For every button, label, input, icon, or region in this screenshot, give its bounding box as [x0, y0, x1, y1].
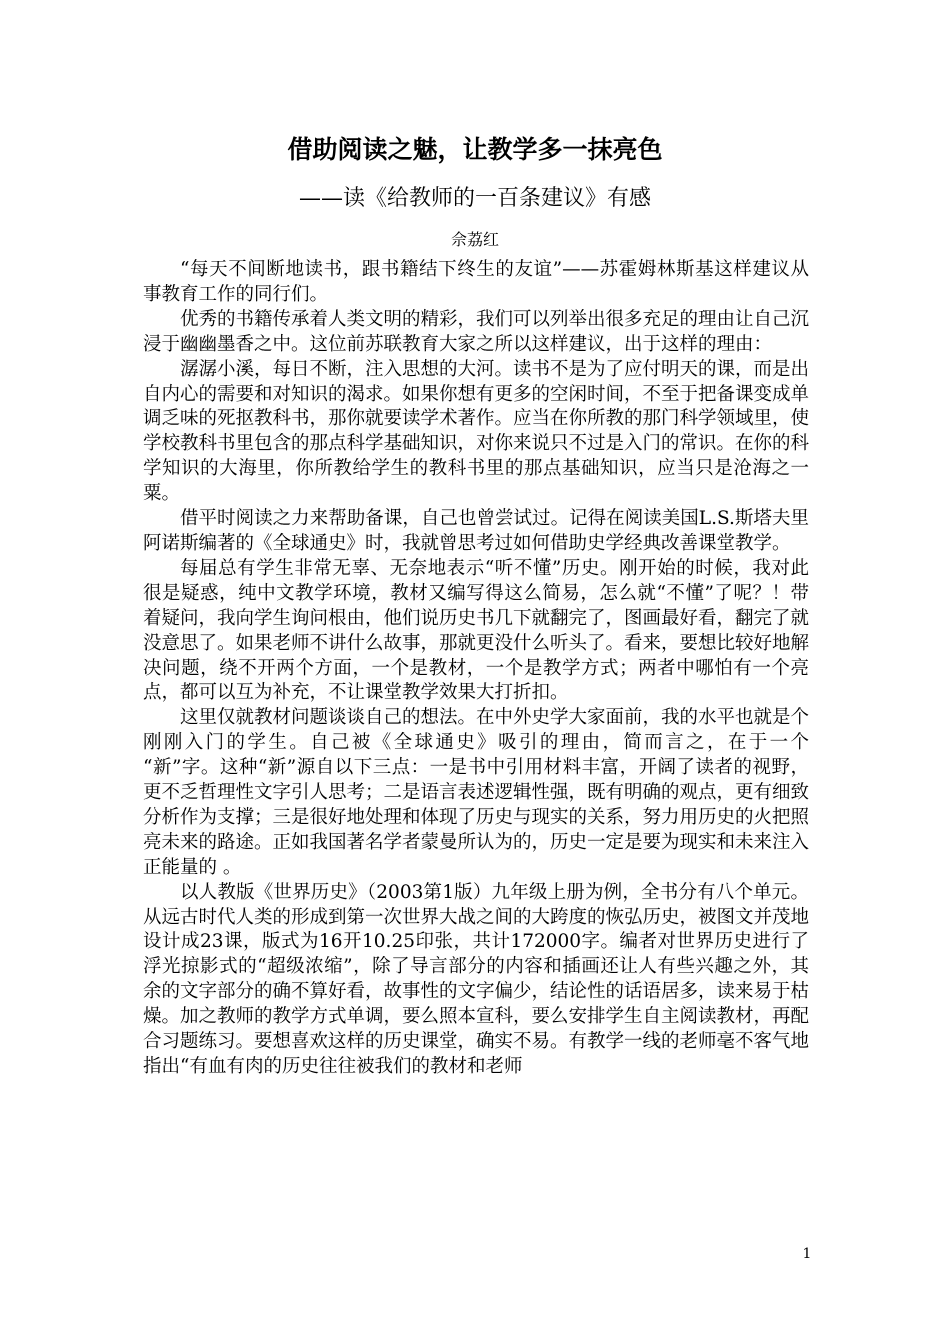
paragraph: 这里仅就教材问题谈谈自己的想法。在中外史学大家面前，我的水平也就是个刚刚入门的学生。自己被《全球通史》吸引的理由，简而言之，在于一个 “新”字。这种“新”源自以下三点：一是书中引用材料丰富，开阔了读者的视野，更不乏哲理性文字引人思考；二是语言表述逻辑性强，既有明确的观点，更有细致分析作为支撑；三是很好地处理和体现了历史与现实的关系，努力用历史的火把照亮未来的路途。正如我国著名学者蒙曼所认为的，历史一定是要为现实和未来注入正能量的 。 [143, 707, 810, 878]
paragraph: “每天不间断地读书，跟书籍结下终生的友谊”——苏霍姆林斯基这样建议从事教育工作的同行们。 [143, 259, 809, 305]
paragraph: 借平时阅读之力来帮助备课，自己也曾尝试过。记得在阅读美国L.S.斯塔夫里阿诺斯编著的《全球通史》时，我就曾思考过如何借助史学经典改善课堂教学。 [143, 508, 809, 554]
paragraph: 每届总有学生非常无辜、无奈地表示“听不懂”历史。刚开始的时候，我对此很是疑惑，纯中文教学环境，教材又编写得这么简易，怎么就“不懂”了呢？！带着疑问，我向学生询问根由，他们说历史书几下就翻完了，图画最好看，翻完了就没意思了。如果老师不讲什么故事，那就更没什么听头了。看来，要想比较好地解决问题，绕不开两个方面，一个是教材，一个是教学方式；两者中哪怕有一个亮点，都可以互为补充，不让课堂教学效果大打折扣。 [143, 557, 810, 704]
paragraph: 优秀的书籍传承着人类文明的精彩，我们可以列举出很多充足的理由让自己沉浸于幽幽墨香之中。这位前苏联教育大家之所以这样建议，出于这样的理由： [143, 308, 810, 355]
document-title: 借助阅读之魅，让教学多一抹亮色 [287, 135, 663, 164]
author-name: 佘荔红 [450, 230, 499, 249]
paragraph: 潺潺小溪，每日不断，注入思想的大河。读书不是为了应付明天的课，而是出自内心的需要和对知识的渴求。如果你想有更多的空闲时间，不至于把备课变成单调乏味的死抠教科书，那你就要读学术著作。应当在你所教的那门科学领域里，使学校教科书里包含的那点科学基础知识，对你来说只不过是入门的常识。在你的科学知识的大海里，你所教给学生的教科书里的那点基础知识，应当只是沧海之一粟。 [143, 358, 810, 505]
paragraph: 以人教版《世界历史》（2003第1版）九年级上册为例，全书分有八个单元。从远古时代人类的形成到第一次世界大战之间的大跨度的恢弘历史，被图文并茂地设计成23课，版式为16开10.25印张，共计172000字。编者对世界历史进行了浮光掠影式的“超级浓缩”，除了导言部分的内容和插画还让人有些兴趣之外，其余的文字部分的确不算好看，故事性的文字偏少，结论性的话语居多，读来易于枯燥。加之教师的教学方式单调，要么照本宣科，要么安排学生自主阅读教材，再配合习题练习。要想喜欢这样的历史课堂，确实不易。有教学一线的老师毫不客气地指出“有血有肉的历史往往被我们的教材和老师 [143, 881, 810, 1077]
document-body [143, 258, 809, 1080]
page-number: 1 [802, 1246, 812, 1262]
document-subtitle: ——读《给教师的一百条建议》有感 [298, 186, 651, 211]
